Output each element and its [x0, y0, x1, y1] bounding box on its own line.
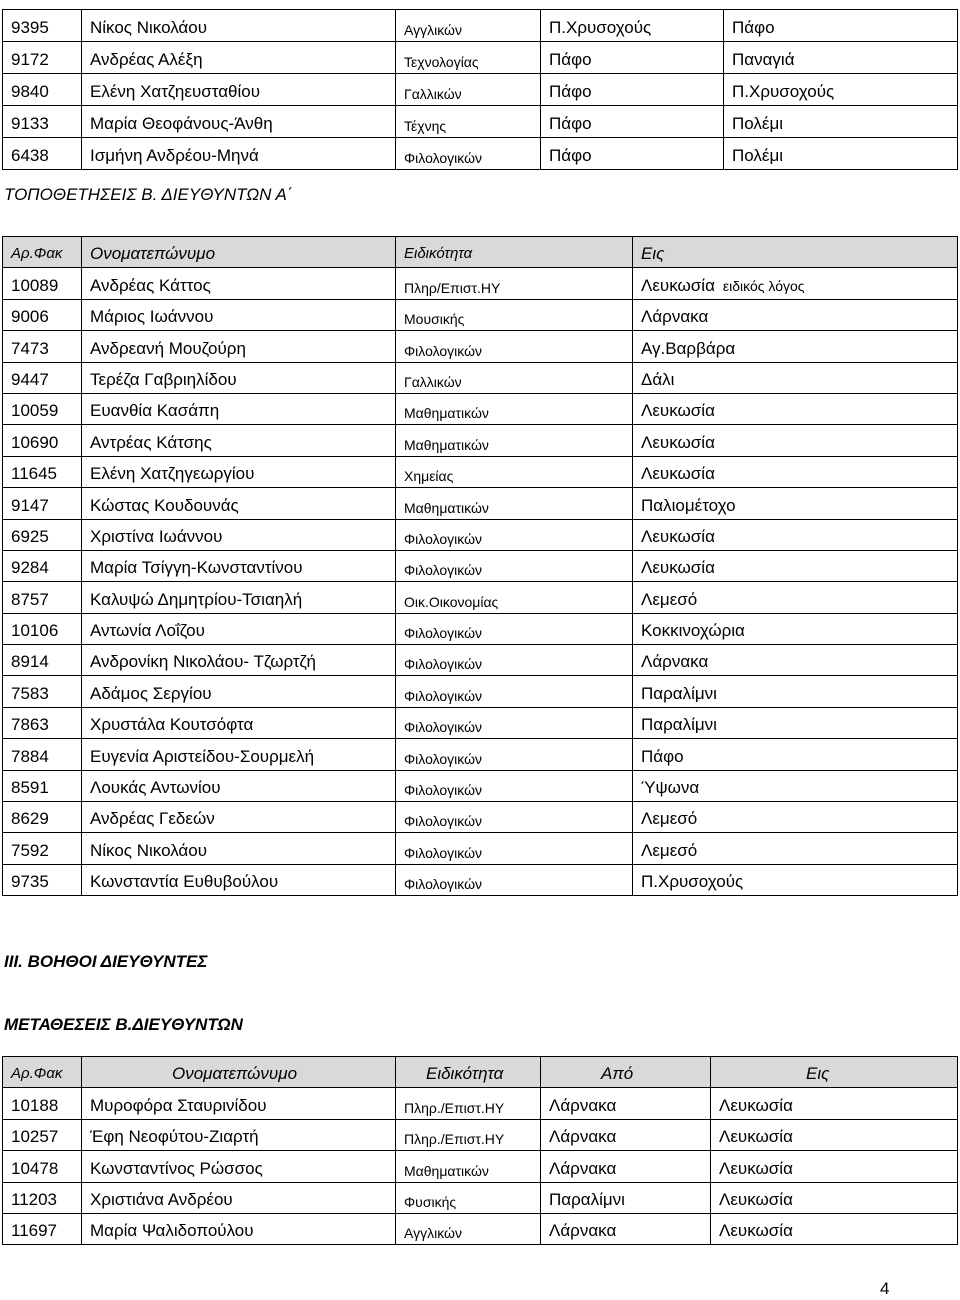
table-row: [3, 425, 958, 456]
name-cell: Χριστιάνα Ανδρέου: [82, 1182, 396, 1213]
file-no-cell: 9447: [3, 362, 82, 393]
from-cell: Π.Χρυσοχούς: [541, 10, 724, 42]
table-row: [3, 74, 958, 106]
to-cell: Παναγιά: [724, 42, 958, 74]
to-cell: Λάρνακα: [633, 299, 958, 330]
to-cell: Λεμεσό: [633, 802, 958, 833]
name-cell: Νίκος Νικολάου: [82, 10, 396, 42]
to-cell: Πάφο: [724, 10, 958, 42]
file-no-cell: 6925: [3, 519, 82, 550]
name-cell: Ανδρονίκη Νικολάου- Τζωρτζή: [82, 645, 396, 676]
name-cell: Ανδρέας Αλέξη: [82, 42, 396, 74]
from-cell: Πάφο: [541, 106, 724, 138]
table-row: [3, 331, 958, 362]
to-cell: Λευκωσία: [633, 393, 958, 424]
table-row: [3, 550, 958, 581]
to-cell: Λεμεσό: [633, 833, 958, 864]
table-row: [3, 42, 958, 74]
name-cell: Μυροφόρα Σταυρινίδου: [82, 1088, 396, 1119]
header-to: Εις: [711, 1057, 958, 1088]
header-specialty: Ειδικότητα: [396, 237, 633, 268]
from-cell: Λάρνακα: [541, 1088, 711, 1119]
table-row: [3, 1151, 958, 1182]
to-cell: Λευκωσία: [633, 519, 958, 550]
to-cell: Παραλίμνι: [633, 707, 958, 738]
name-cell: Χρυστάλα Κουτσόφτα: [82, 707, 396, 738]
specialty-cell: Αγγλικών: [396, 1213, 541, 1244]
from-cell: Λάρνακα: [541, 1213, 711, 1244]
file-no-cell: 9840: [3, 74, 82, 106]
file-no-cell: 8629: [3, 802, 82, 833]
to-cell: Δάλι: [633, 362, 958, 393]
name-cell: Ευγενία Αριστείδου-Σουρμελή: [82, 739, 396, 770]
to-cell: Π.Χρυσοχούς: [633, 864, 958, 895]
from-cell: Λάρνακα: [541, 1119, 711, 1150]
to-cell: Λευκωσία: [711, 1182, 958, 1213]
name-cell: Νίκος Νικολάου: [82, 833, 396, 864]
specialty-cell: Χημείας: [396, 456, 633, 487]
file-no-cell: 8914: [3, 645, 82, 676]
specialty-cell: Πληρ./Επιστ.ΗΥ: [396, 1119, 541, 1150]
file-no-cell: 9284: [3, 550, 82, 581]
name-cell: Ανδρέας Γεδεών: [82, 802, 396, 833]
file-no-cell: 6438: [3, 138, 82, 170]
name-cell: Ισμήνη Ανδρέου-Μηνά: [82, 138, 396, 170]
specialty-cell: Οικ.Οικονομίας: [396, 582, 633, 613]
table-row: [3, 138, 958, 170]
header-specialty: Ειδικότητα: [396, 1057, 541, 1088]
specialty-cell: Φιλολογικών: [396, 802, 633, 833]
specialty-cell: Φιλολογικών: [396, 833, 633, 864]
file-no-cell: 9395: [3, 10, 82, 42]
to-place: Λευκωσία: [641, 275, 715, 295]
table-row: [3, 488, 958, 519]
table-row: [3, 739, 958, 770]
to-cell: Πολέμι: [724, 106, 958, 138]
table-row: [3, 582, 958, 613]
name-cell: Μαρία Ψαλιδοπούλου: [82, 1213, 396, 1244]
table-row: [3, 864, 958, 895]
table-row: [3, 676, 958, 707]
table-row: [3, 1119, 958, 1150]
section-title-assistant-heads-transfers: ΜΕΤΑΘΕΣΕΙΣ Β.ΔΙΕΥΘΥΝΤΩΝ: [4, 1015, 243, 1034]
table-row: [3, 613, 958, 644]
page-number: 4: [880, 1279, 890, 1298]
specialty-cell: Φιλολογικών: [396, 676, 633, 707]
table-row: [3, 299, 958, 330]
file-no-cell: 7884: [3, 739, 82, 770]
name-cell: Καλυψώ Δημητρίου-Τσιαηλή: [82, 582, 396, 613]
name-cell: Ανδρέας Κάττος: [82, 268, 396, 299]
specialty-cell: Αγγλικών: [396, 10, 541, 42]
to-cell: [633, 268, 958, 299]
table-row: [3, 707, 958, 738]
from-cell: Λάρνακα: [541, 1151, 711, 1182]
table-row: [3, 645, 958, 676]
header-name: Ονοματεπώνυμο: [82, 237, 396, 268]
specialty-cell: Φιλολογικών: [396, 519, 633, 550]
to-cell: Κοκκινοχώρια: [633, 613, 958, 644]
to-cell: Λεμεσό: [633, 582, 958, 613]
specialty-cell: Πληρ/Επιστ.ΗΥ: [396, 268, 633, 299]
table-row: [3, 802, 958, 833]
to-cell: Πάφο: [633, 739, 958, 770]
transfers-table-continued: [2, 9, 958, 170]
file-no-cell: 9006: [3, 299, 82, 330]
name-cell: Κώστας Κουδουνάς: [82, 488, 396, 519]
specialty-cell: Πληρ./Επιστ.ΗΥ: [396, 1088, 541, 1119]
section-title-assistant-heads: ΙΙΙ. ΒΟΗΘΟΙ ΔΙΕΥΘΥΝΤΕΣ: [4, 952, 208, 971]
table-header-row: [3, 1057, 958, 1088]
specialty-cell: Φιλολογικών: [396, 613, 633, 644]
specialty-cell: Γαλλικών: [396, 362, 633, 393]
table-header-row: [3, 237, 958, 268]
to-cell: Λευκωσία: [633, 550, 958, 581]
name-cell: Ευανθία Κασάπη: [82, 393, 396, 424]
header-to: Εις: [633, 237, 958, 268]
from-cell: Πάφο: [541, 138, 724, 170]
file-no-cell: 9133: [3, 106, 82, 138]
file-no-cell: 10690: [3, 425, 82, 456]
table-row: [3, 106, 958, 138]
name-cell: Μάριος Ιωάννου: [82, 299, 396, 330]
table-row: [3, 1213, 958, 1244]
to-cell: Πολέμι: [724, 138, 958, 170]
file-no-cell: 8757: [3, 582, 82, 613]
from-cell: Πάφο: [541, 74, 724, 106]
name-cell: Ανδρεανή Μουζούρη: [82, 331, 396, 362]
name-cell: Κωνσταντίνος Ρώσσος: [82, 1151, 396, 1182]
assistant-heads-transfers-table: [2, 1056, 958, 1245]
name-cell: Χριστίνα Ιωάννου: [82, 519, 396, 550]
to-cell: Λευκωσία: [711, 1151, 958, 1182]
deputy-heads-placements-table: [2, 236, 958, 896]
file-no-cell: 7592: [3, 833, 82, 864]
file-no-cell: 10188: [3, 1088, 82, 1119]
name-cell: Μαρία Τσίγγη-Κωνσταντίνου: [82, 550, 396, 581]
specialty-cell: Μαθηματικών: [396, 1151, 541, 1182]
name-cell: Κωνσταντία Ευθυβούλου: [82, 864, 396, 895]
from-cell: Πάφο: [541, 42, 724, 74]
specialty-cell: Γαλλικών: [396, 74, 541, 106]
table-row: [3, 393, 958, 424]
table-row: [3, 1182, 958, 1213]
file-no-cell: 9735: [3, 864, 82, 895]
file-no-cell: 11645: [3, 456, 82, 487]
specialty-cell: Φιλολογικών: [396, 770, 633, 801]
name-cell: Αντωνία Λοΐζου: [82, 613, 396, 644]
specialty-cell: Μαθηματικών: [396, 393, 633, 424]
to-cell: Λευκωσία: [711, 1119, 958, 1150]
file-no-cell: 9172: [3, 42, 82, 74]
section-title-deputy-heads-placements: ΤΟΠΟΘΕΤΗΣΕΙΣ Β. ΔΙΕΥΘΥΝΤΩΝ Α΄: [4, 185, 293, 204]
specialty-cell: Τεχνολογίας: [396, 42, 541, 74]
file-no-cell: 7863: [3, 707, 82, 738]
name-cell: Λουκάς Αντωνίου: [82, 770, 396, 801]
file-no-cell: 7583: [3, 676, 82, 707]
file-no-cell: 10257: [3, 1119, 82, 1150]
file-no-cell: 7473: [3, 331, 82, 362]
file-no-cell: 10478: [3, 1151, 82, 1182]
specialty-cell: Μαθηματικών: [396, 488, 633, 519]
file-no-cell: 11203: [3, 1182, 82, 1213]
table-row: [3, 456, 958, 487]
header-name: Ονοματεπώνυμο: [82, 1057, 396, 1088]
to-cell: Αγ.Βαρβάρα: [633, 331, 958, 362]
specialty-cell: Μαθηματικών: [396, 425, 633, 456]
table-row: [3, 833, 958, 864]
table-row: [3, 1088, 958, 1119]
name-cell: Ελένη Χατζηγεωργίου: [82, 456, 396, 487]
to-cell: Π.Χρυσοχούς: [724, 74, 958, 106]
specialty-cell: Φυσικής: [396, 1182, 541, 1213]
specialty-cell: Φιλολογικών: [396, 645, 633, 676]
file-no-cell: 11697: [3, 1213, 82, 1244]
specialty-cell: Μουσικής: [396, 299, 633, 330]
from-cell: Παραλίμνι: [541, 1182, 711, 1213]
specialty-cell: Τέχνης: [396, 106, 541, 138]
note-text: ειδικός λόγος: [722, 277, 805, 294]
to-cell: Παλιομέτοχο: [633, 488, 958, 519]
specialty-cell: Φιλολογικών: [396, 864, 633, 895]
specialty-cell: Φιλολογικών: [396, 707, 633, 738]
to-cell: Παραλίμνι: [633, 676, 958, 707]
table-row: [3, 268, 958, 299]
specialty-cell: Φιλολογικών: [396, 550, 633, 581]
table-row: [3, 362, 958, 393]
header-from: Από: [541, 1057, 711, 1088]
to-cell: Λευκωσία: [711, 1088, 958, 1119]
to-cell: Λευκωσία: [633, 456, 958, 487]
name-cell: Αντρέας Κάτσης: [82, 425, 396, 456]
name-cell: Αδάμος Σεργίου: [82, 676, 396, 707]
table-row: [3, 10, 958, 42]
file-no-cell: 10089: [3, 268, 82, 299]
name-cell: Τερέζα Γαβριηλίδου: [82, 362, 396, 393]
name-cell: Ελένη Χατζηευσταθίου: [82, 74, 396, 106]
to-cell: Ύψωνα: [633, 770, 958, 801]
name-cell: Μαρία Θεοφάνους-Άνθη: [82, 106, 396, 138]
header-file-no: Αρ.Φακ: [3, 237, 82, 268]
file-no-cell: 9147: [3, 488, 82, 519]
specialty-cell: Φιλολογικών: [396, 138, 541, 170]
name-cell: Έφη Νεοφύτου-Ζιαρτή: [82, 1119, 396, 1150]
to-cell: Λευκωσία: [633, 425, 958, 456]
file-no-cell: 10059: [3, 393, 82, 424]
table-row: [3, 770, 958, 801]
table-row: [3, 519, 958, 550]
to-cell: Λάρνακα: [633, 645, 958, 676]
to-cell: Λευκωσία: [711, 1213, 958, 1244]
file-no-cell: 8591: [3, 770, 82, 801]
header-file-no: Αρ.Φακ: [3, 1057, 82, 1088]
specialty-cell: Φιλολογικών: [396, 739, 633, 770]
specialty-cell: Φιλολογικών: [396, 331, 633, 362]
file-no-cell: 10106: [3, 613, 82, 644]
